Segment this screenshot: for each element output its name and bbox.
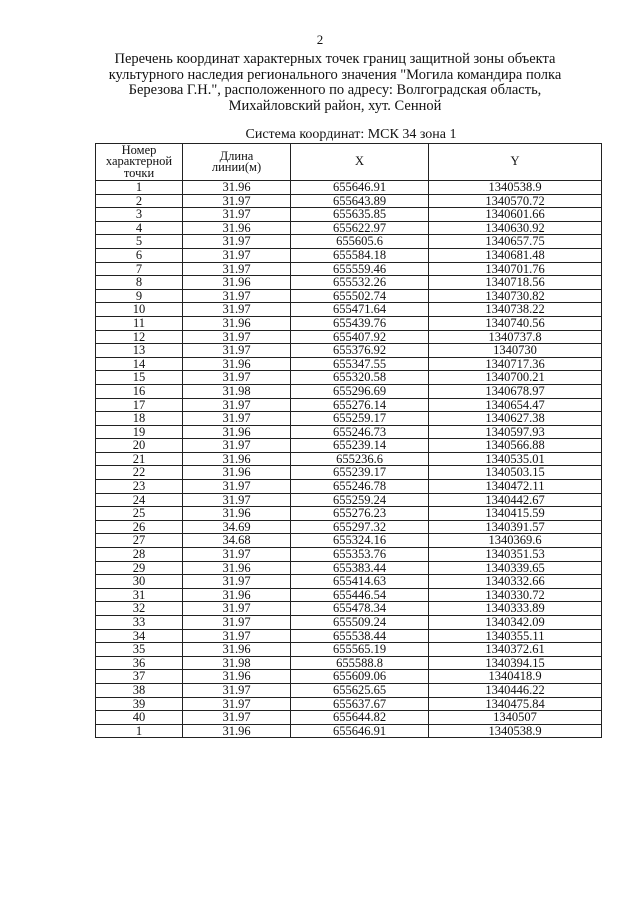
cell-y: 1340740.56	[429, 316, 602, 330]
table-row	[96, 384, 602, 398]
header-line-length: Длина линии(м)	[183, 144, 291, 181]
table-row	[96, 466, 602, 480]
table-row	[96, 248, 602, 262]
cell-point-number: 13	[96, 344, 183, 358]
cell-point-number: 14	[96, 357, 183, 371]
cell-x: 655407.92	[291, 330, 429, 344]
coordinates-table	[95, 143, 602, 738]
cell-point-number: 30	[96, 575, 183, 589]
cell-point-number: 20	[96, 439, 183, 453]
cell-x: 655532.26	[291, 276, 429, 290]
table-row	[96, 561, 602, 575]
table-row	[96, 276, 602, 290]
cell-point-number: 7	[96, 262, 183, 276]
table-row	[96, 493, 602, 507]
cell-line-length: 31.96	[183, 425, 291, 439]
page-number: 2	[316, 32, 324, 47]
table-row	[96, 208, 602, 222]
cell-y: 1340681.48	[429, 248, 602, 262]
cell-x: 655347.55	[291, 357, 429, 371]
table-row	[96, 181, 602, 195]
cell-line-length: 31.96	[183, 466, 291, 480]
cell-x: 655643.89	[291, 194, 429, 208]
table-row	[96, 683, 602, 697]
cell-point-number: 18	[96, 412, 183, 426]
cell-line-length: 31.98	[183, 384, 291, 398]
cell-x: 655446.54	[291, 588, 429, 602]
cell-y: 1340369.6	[429, 534, 602, 548]
cell-point-number: 9	[96, 289, 183, 303]
cell-y: 1340355.11	[429, 629, 602, 643]
cell-y: 1340570.72	[429, 194, 602, 208]
cell-y: 1340415.59	[429, 507, 602, 521]
cell-line-length: 31.97	[183, 683, 291, 697]
cell-line-length: 31.96	[183, 670, 291, 684]
table-row	[96, 398, 602, 412]
cell-y: 1340339.65	[429, 561, 602, 575]
cell-line-length: 31.97	[183, 371, 291, 385]
cell-point-number: 36	[96, 656, 183, 670]
cell-line-length: 31.97	[183, 208, 291, 222]
cell-x: 655637.67	[291, 697, 429, 711]
header-point-number: Номер характерной точки	[96, 144, 183, 181]
cell-point-number: 32	[96, 602, 183, 616]
table-row	[96, 221, 602, 235]
cell-point-number: 38	[96, 683, 183, 697]
table-row	[96, 711, 602, 725]
document-title	[100, 52, 570, 114]
table-row	[96, 371, 602, 385]
cell-y: 1340418.9	[429, 670, 602, 684]
table-row	[96, 452, 602, 466]
cell-x: 655276.23	[291, 507, 429, 521]
cell-y: 1340446.22	[429, 683, 602, 697]
table-row	[96, 235, 602, 249]
cell-x: 655622.97	[291, 221, 429, 235]
cell-line-length: 31.96	[183, 181, 291, 195]
cell-line-length: 31.97	[183, 711, 291, 725]
cell-line-length: 31.97	[183, 616, 291, 630]
cell-x: 655605.6	[291, 235, 429, 249]
cell-point-number: 24	[96, 493, 183, 507]
table-row	[96, 629, 602, 643]
cell-y: 1340333.89	[429, 602, 602, 616]
cell-y: 1340535.01	[429, 452, 602, 466]
table-row	[96, 303, 602, 317]
cell-x: 655625.65	[291, 683, 429, 697]
cell-x: 655320.58	[291, 371, 429, 385]
cell-line-length: 31.96	[183, 357, 291, 371]
cell-y: 1340730.82	[429, 289, 602, 303]
cell-point-number: 4	[96, 221, 183, 235]
cell-line-length: 31.97	[183, 262, 291, 276]
cell-point-number: 37	[96, 670, 183, 684]
cell-line-length: 31.97	[183, 303, 291, 317]
cell-line-length: 31.97	[183, 235, 291, 249]
cell-point-number: 25	[96, 507, 183, 521]
cell-line-length: 31.96	[183, 643, 291, 657]
cell-x: 655259.24	[291, 493, 429, 507]
table-row	[96, 670, 602, 684]
cell-point-number: 27	[96, 534, 183, 548]
cell-line-length: 31.97	[183, 629, 291, 643]
cell-x: 655509.24	[291, 616, 429, 630]
table-row	[96, 616, 602, 630]
cell-point-number: 39	[96, 697, 183, 711]
cell-y: 1340627.38	[429, 412, 602, 426]
cell-x: 655297.32	[291, 520, 429, 534]
cell-point-number: 21	[96, 452, 183, 466]
cell-y: 1340718.56	[429, 276, 602, 290]
table-row	[96, 316, 602, 330]
cell-x: 655644.82	[291, 711, 429, 725]
cell-x: 655478.34	[291, 602, 429, 616]
cell-y: 1340442.67	[429, 493, 602, 507]
cell-y: 1340538.9	[429, 181, 602, 195]
table-row	[96, 520, 602, 534]
cell-point-number: 3	[96, 208, 183, 222]
cell-x: 655324.16	[291, 534, 429, 548]
table-row	[96, 357, 602, 371]
cell-line-length: 34.68	[183, 534, 291, 548]
cell-point-number: 31	[96, 588, 183, 602]
cell-line-length: 31.97	[183, 194, 291, 208]
cell-point-number: 40	[96, 711, 183, 725]
cell-line-length: 31.97	[183, 480, 291, 494]
cell-y: 1340503.15	[429, 466, 602, 480]
cell-y: 1340332.66	[429, 575, 602, 589]
cell-y: 1340738.22	[429, 303, 602, 317]
cell-y: 1340597.93	[429, 425, 602, 439]
table-row	[96, 425, 602, 439]
table-row	[96, 548, 602, 562]
cell-line-length: 31.96	[183, 724, 291, 738]
cell-y: 1340394.15	[429, 656, 602, 670]
cell-y: 1340566.88	[429, 439, 602, 453]
cell-line-length: 31.96	[183, 588, 291, 602]
title-line: Перечень координат характерных точек границ защитной зоны объекта	[114, 51, 556, 67]
cell-y: 1340372.61	[429, 643, 602, 657]
table-row	[96, 262, 602, 276]
header-y: Y	[429, 144, 602, 181]
cell-line-length: 31.98	[183, 656, 291, 670]
cell-point-number: 35	[96, 643, 183, 657]
cell-y: 1340717.36	[429, 357, 602, 371]
cell-line-length: 31.97	[183, 602, 291, 616]
cell-x: 655559.46	[291, 262, 429, 276]
cell-x: 655635.85	[291, 208, 429, 222]
cell-x: 655588.8	[291, 656, 429, 670]
cell-line-length: 31.96	[183, 452, 291, 466]
table-row	[96, 602, 602, 616]
cell-x: 655259.17	[291, 412, 429, 426]
cell-y: 1340601.66	[429, 208, 602, 222]
cell-line-length: 31.97	[183, 439, 291, 453]
cell-point-number: 22	[96, 466, 183, 480]
table-row	[96, 697, 602, 711]
cell-point-number: 12	[96, 330, 183, 344]
table-row	[96, 330, 602, 344]
table-row	[96, 289, 602, 303]
cell-y: 1340351.53	[429, 548, 602, 562]
cell-point-number: 1	[96, 724, 183, 738]
cell-line-length: 31.97	[183, 289, 291, 303]
table-row	[96, 507, 602, 521]
title-line: Березова Г.Н.", расположенного по адресу: Волгоградская область,	[128, 82, 542, 98]
cell-x: 655471.64	[291, 303, 429, 317]
cell-x: 655383.44	[291, 561, 429, 575]
cell-x: 655439.76	[291, 316, 429, 330]
cell-x: 655239.17	[291, 466, 429, 480]
cell-x: 655646.91	[291, 181, 429, 195]
table-row	[96, 480, 602, 494]
cell-line-length: 31.96	[183, 507, 291, 521]
cell-x: 655276.14	[291, 398, 429, 412]
cell-y: 1340730	[429, 344, 602, 358]
table-row	[96, 656, 602, 670]
cell-x: 655609.06	[291, 670, 429, 684]
cell-y: 1340654.47	[429, 398, 602, 412]
cell-y: 1340678.97	[429, 384, 602, 398]
table-row	[96, 412, 602, 426]
cell-point-number: 34	[96, 629, 183, 643]
table-row	[96, 344, 602, 358]
table-row	[96, 724, 602, 738]
cell-x: 655538.44	[291, 629, 429, 643]
cell-x: 655565.19	[291, 643, 429, 657]
cell-x: 655239.14	[291, 439, 429, 453]
cell-x: 655296.69	[291, 384, 429, 398]
cell-point-number: 23	[96, 480, 183, 494]
cell-y: 1340391.57	[429, 520, 602, 534]
cell-point-number: 29	[96, 561, 183, 575]
cell-line-length: 31.97	[183, 575, 291, 589]
cell-point-number: 1	[96, 181, 183, 195]
cell-y: 1340507	[429, 711, 602, 725]
cell-line-length: 31.97	[183, 548, 291, 562]
cell-y: 1340330.72	[429, 588, 602, 602]
cell-y: 1340630.92	[429, 221, 602, 235]
cell-y: 1340475.84	[429, 697, 602, 711]
cell-line-length: 31.96	[183, 561, 291, 575]
table-header-row	[96, 144, 602, 181]
table-row	[96, 643, 602, 657]
cell-point-number: 17	[96, 398, 183, 412]
cell-point-number: 28	[96, 548, 183, 562]
cell-point-number: 19	[96, 425, 183, 439]
cell-point-number: 8	[96, 276, 183, 290]
table-row	[96, 588, 602, 602]
cell-x: 655353.76	[291, 548, 429, 562]
cell-x: 655246.78	[291, 480, 429, 494]
coordinate-system-caption: Система координат: МСК 34 зона 1	[245, 127, 457, 142]
header-x: X	[291, 144, 429, 181]
cell-line-length: 31.97	[183, 344, 291, 358]
cell-point-number: 6	[96, 248, 183, 262]
cell-x: 655376.92	[291, 344, 429, 358]
table-row	[96, 194, 602, 208]
cell-point-number: 16	[96, 384, 183, 398]
cell-line-length: 31.97	[183, 697, 291, 711]
cell-point-number: 26	[96, 520, 183, 534]
cell-line-length: 31.97	[183, 493, 291, 507]
title-line: Михайловский район, хут. Сенной	[228, 97, 442, 114]
table-row	[96, 575, 602, 589]
cell-x: 655414.63	[291, 575, 429, 589]
cell-line-length: 31.97	[183, 398, 291, 412]
cell-point-number: 2	[96, 194, 183, 208]
cell-point-number: 10	[96, 303, 183, 317]
cell-point-number: 33	[96, 616, 183, 630]
cell-y: 1340538.9	[429, 724, 602, 738]
cell-line-length: 34.69	[183, 520, 291, 534]
cell-line-length: 31.97	[183, 412, 291, 426]
cell-point-number: 11	[96, 316, 183, 330]
cell-y: 1340342.09	[429, 616, 602, 630]
cell-x: 655246.73	[291, 425, 429, 439]
cell-x: 655502.74	[291, 289, 429, 303]
cell-y: 1340737.8	[429, 330, 602, 344]
table-row	[96, 534, 602, 548]
cell-x: 655584.18	[291, 248, 429, 262]
cell-y: 1340472.11	[429, 480, 602, 494]
cell-x: 655236.6	[291, 452, 429, 466]
cell-line-length: 31.97	[183, 248, 291, 262]
cell-line-length: 31.96	[183, 316, 291, 330]
cell-y: 1340700.21	[429, 371, 602, 385]
cell-x: 655646.91	[291, 724, 429, 738]
cell-line-length: 31.96	[183, 221, 291, 235]
cell-line-length: 31.96	[183, 276, 291, 290]
table-row	[96, 439, 602, 453]
cell-point-number: 15	[96, 371, 183, 385]
cell-point-number: 5	[96, 235, 183, 249]
cell-y: 1340701.76	[429, 262, 602, 276]
title-line: культурного наследия регионального значения "Могила командира полка	[108, 66, 562, 83]
cell-y: 1340657.75	[429, 235, 602, 249]
cell-line-length: 31.97	[183, 330, 291, 344]
